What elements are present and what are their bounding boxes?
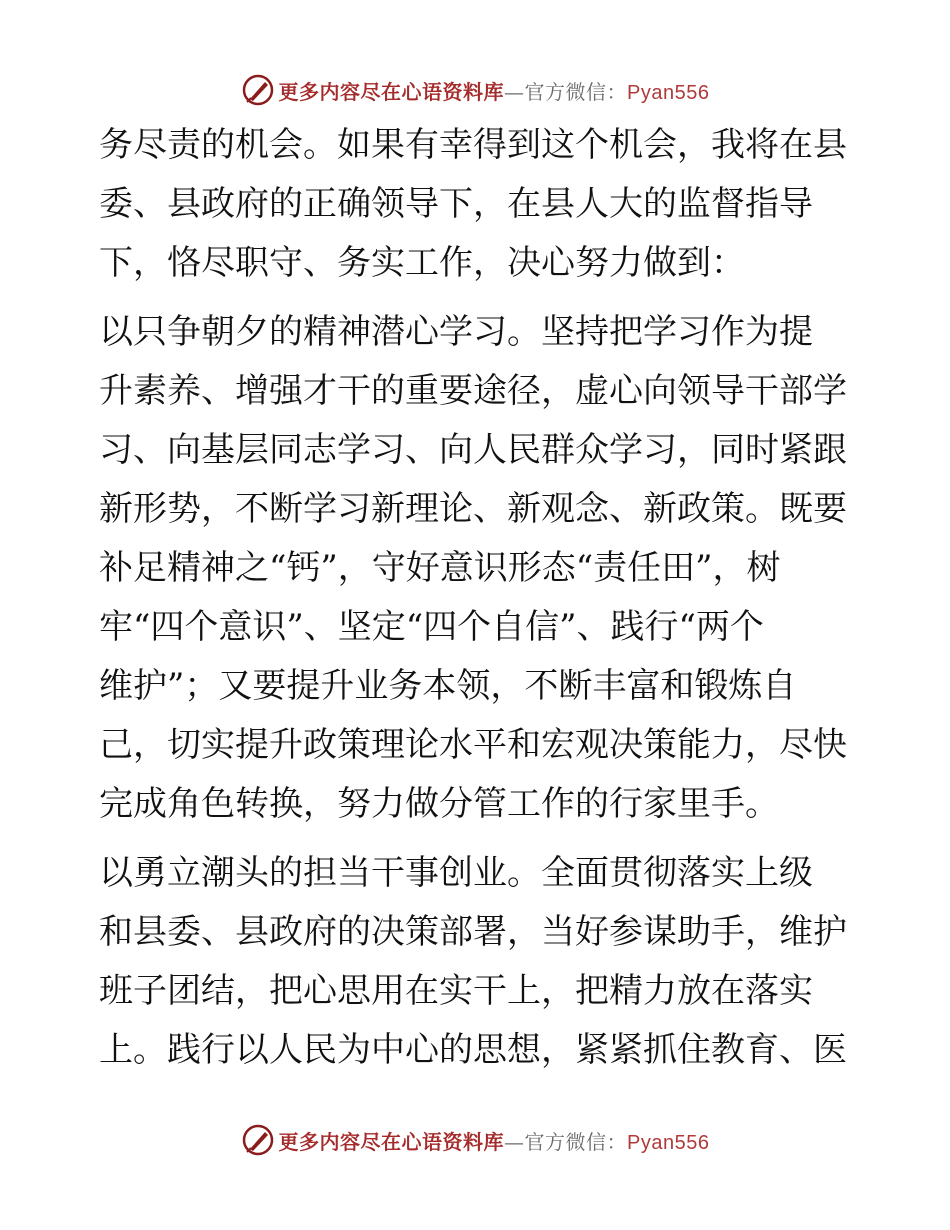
watermark-brand: 更多内容尽在心语资料库	[278, 1129, 505, 1154]
quill-seal-logo-icon	[241, 73, 275, 107]
quill-seal-logo-icon	[241, 1123, 275, 1157]
text-line: 完成角色转换，努力做分管工作的行家里手。	[99, 784, 779, 824]
paragraph-3	[99, 844, 859, 1080]
text-line: 委、县政府的正确领导下，在县人大的监督指导	[99, 184, 813, 224]
text-line: 习、向基层同志学习、向人民群众学习，同时紧跟	[99, 430, 847, 470]
text-line: 下，恪尽职守、务实工作，决心努力做到：	[99, 243, 745, 283]
watermark-separator: —	[504, 1129, 525, 1154]
paragraph-2	[99, 303, 859, 834]
watermark-brand: 更多内容尽在心语资料库	[278, 79, 505, 104]
text-line: 维护”；又要提升业务本领，不断丰富和锻炼自	[99, 666, 797, 706]
watermark-contact-id: Pyan556	[627, 81, 710, 104]
document-body	[99, 116, 859, 1080]
text-line: 新形势，不断学习新理论、新观念、新政策。既要	[99, 489, 847, 529]
text-line: 以勇立潮头的担当干事创业。全面贯彻落实上级	[99, 853, 813, 893]
text-line: 己，切实提升政策理论水平和宏观决策能力，尽快	[99, 725, 847, 765]
watermark-contact-label: 官方微信：	[524, 1129, 628, 1154]
watermark-contact-label: 官方微信：	[524, 79, 628, 104]
paragraph-1	[99, 116, 859, 293]
text-line: 务尽责的机会。如果有幸得到这个机会，我将在县	[99, 125, 847, 165]
text-line: 以只争朝夕的精神潜心学习。坚持把学习作为提	[99, 312, 813, 352]
text-line: 班子团结，把心思用在实干上，把精力放在落实	[99, 971, 813, 1011]
footer-watermark	[0, 1122, 950, 1158]
text-line: 和县委、县政府的决策部署，当好参谋助手，维护	[99, 912, 847, 952]
text-line: 补足精神之“钙”，守好意识形态“责任田”，树	[99, 548, 781, 588]
text-line: 上。践行以人民为中心的思想，紧紧抓住教育、医	[99, 1030, 847, 1070]
text-line: 牢“四个意识”、坚定“四个自信”、践行“两个	[99, 607, 764, 647]
watermark-contact-id: Pyan556	[627, 1131, 710, 1154]
watermark-separator: —	[504, 79, 525, 104]
text-line: 升素养、增强才干的重要途径，虚心向领导干部学	[99, 371, 847, 411]
header-watermark	[0, 72, 950, 108]
